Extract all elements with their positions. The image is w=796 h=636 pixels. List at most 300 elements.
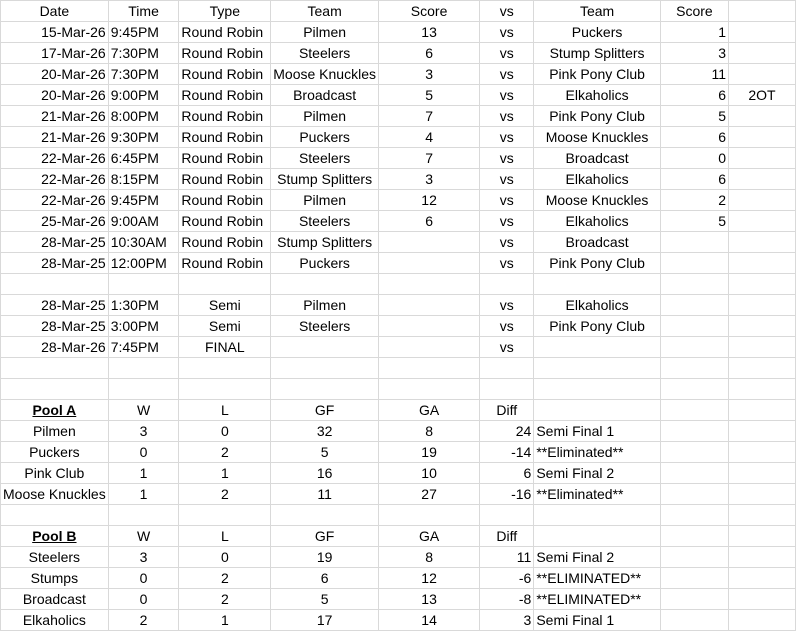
empty-cell[interactable] (534, 274, 660, 295)
standings-losses[interactable]: 1 (179, 610, 271, 631)
standings-wins[interactable]: 1 (108, 484, 179, 505)
standings-team[interactable]: Elkaholics (1, 610, 109, 631)
vs-label[interactable]: vs (480, 190, 534, 211)
game-time[interactable]: 7:30PM (108, 64, 179, 85)
home-team[interactable]: Puckers (271, 253, 379, 274)
standings-goals-against[interactable]: 8 (378, 547, 479, 568)
game-time[interactable]: 9:45PM (108, 190, 179, 211)
empty-cell[interactable] (179, 505, 271, 526)
standings-team[interactable]: Moose Knuckles (1, 484, 109, 505)
game-row (1, 43, 796, 64)
standings-goals-against[interactable]: 13 (378, 589, 479, 610)
empty-cell[interactable] (729, 589, 796, 610)
game-note[interactable] (729, 22, 796, 43)
game-note[interactable] (729, 106, 796, 127)
away-team[interactable]: Pink Pony Club (534, 106, 660, 127)
home-team[interactable] (271, 337, 379, 358)
empty-cell[interactable] (1, 274, 109, 295)
standings-wins[interactable]: 2 (108, 610, 179, 631)
home-score[interactable]: 12 (378, 190, 479, 211)
away-score[interactable] (660, 232, 728, 253)
standings-status[interactable]: **ELIMINATED** (534, 589, 660, 610)
standings-wins[interactable]: 0 (108, 568, 179, 589)
away-score[interactable] (660, 337, 728, 358)
away-team[interactable]: Elkaholics (534, 211, 660, 232)
game-time[interactable]: 3:00PM (108, 316, 179, 337)
empty-cell[interactable] (660, 442, 728, 463)
empty-cell[interactable] (108, 358, 179, 379)
game-time[interactable]: 9:00PM (108, 85, 179, 106)
away-team[interactable]: Pink Pony Club (534, 316, 660, 337)
pool-title[interactable]: Pool B (1, 526, 109, 547)
empty-cell[interactable] (729, 568, 796, 589)
empty-cell[interactable] (660, 274, 728, 295)
game-type[interactable]: Round Robin (179, 127, 271, 148)
game-time[interactable]: 9:45PM (108, 22, 179, 43)
home-score[interactable]: 4 (378, 127, 479, 148)
game-type[interactable]: Round Robin (179, 169, 271, 190)
empty-cell[interactable] (534, 379, 660, 400)
away-team[interactable]: Pink Pony Club (534, 253, 660, 274)
empty-cell[interactable] (534, 505, 660, 526)
standings-goals-for[interactable]: 17 (271, 610, 379, 631)
empty-cell[interactable] (729, 547, 796, 568)
away-team[interactable]: Stump Splitters (534, 43, 660, 64)
standings-goals-against[interactable]: 8 (378, 421, 479, 442)
home-score[interactable] (378, 316, 479, 337)
standings-wins[interactable]: 0 (108, 442, 179, 463)
empty-cell[interactable] (480, 505, 534, 526)
game-type[interactable]: Round Robin (179, 22, 271, 43)
standings-row (1, 463, 796, 484)
empty-cell[interactable] (660, 610, 728, 631)
game-row (1, 85, 796, 106)
standings-wins[interactable]: 3 (108, 421, 179, 442)
game-date[interactable]: 22-Mar-26 (1, 190, 109, 211)
game-row (1, 64, 796, 85)
away-score[interactable]: 3 (660, 43, 728, 64)
standings-row (1, 589, 796, 610)
empty-cell[interactable] (660, 463, 728, 484)
vs-label[interactable]: vs (480, 295, 534, 316)
home-score[interactable] (378, 295, 479, 316)
standings-team[interactable]: Steelers (1, 547, 109, 568)
game-row (1, 127, 796, 148)
empty-cell[interactable] (271, 358, 379, 379)
column-header[interactable]: vs (480, 1, 534, 22)
away-team[interactable] (534, 337, 660, 358)
game-time[interactable]: 1:30PM (108, 295, 179, 316)
column-header[interactable]: Score (378, 1, 479, 22)
losses-header[interactable]: L (179, 400, 271, 421)
standings-losses[interactable]: 0 (179, 547, 271, 568)
home-team[interactable]: Puckers (271, 127, 379, 148)
home-score[interactable]: 3 (378, 169, 479, 190)
empty-cell[interactable] (1, 505, 109, 526)
game-type[interactable]: Round Robin (179, 190, 271, 211)
standings-team[interactable]: Pilmen (1, 421, 109, 442)
vs-label[interactable]: vs (480, 211, 534, 232)
game-date[interactable]: 28-Mar-25 (1, 232, 109, 253)
standings-diff[interactable]: 3 (480, 610, 534, 631)
goals-against-header[interactable]: GA (378, 526, 479, 547)
game-type[interactable]: Round Robin (179, 43, 271, 64)
game-time[interactable]: 12:00PM (108, 253, 179, 274)
standings-status[interactable]: Semi Final 1 (534, 610, 660, 631)
game-time[interactable]: 6:45PM (108, 148, 179, 169)
away-team[interactable]: Elkaholics (534, 295, 660, 316)
column-header[interactable]: Score (660, 1, 728, 22)
standings-goals-for[interactable]: 5 (271, 589, 379, 610)
empty-row (1, 358, 796, 379)
game-date[interactable]: 25-Mar-26 (1, 211, 109, 232)
home-score[interactable]: 13 (378, 22, 479, 43)
column-header[interactable]: Date (1, 1, 109, 22)
away-score[interactable]: 5 (660, 211, 728, 232)
header-row (1, 1, 796, 22)
away-score[interactable] (660, 316, 728, 337)
standings-goals-against[interactable]: 12 (378, 568, 479, 589)
losses-header[interactable]: L (179, 526, 271, 547)
vs-label[interactable]: vs (480, 169, 534, 190)
empty-cell[interactable] (660, 568, 728, 589)
game-time[interactable]: 9:00AM (108, 211, 179, 232)
standings-goals-against[interactable]: 10 (378, 463, 479, 484)
game-type[interactable]: Round Robin (179, 232, 271, 253)
game-date[interactable]: 28-Mar-25 (1, 253, 109, 274)
home-team[interactable]: Pilmen (271, 106, 379, 127)
empty-cell[interactable] (729, 610, 796, 631)
game-date[interactable]: 20-Mar-26 (1, 64, 109, 85)
vs-label[interactable]: vs (480, 106, 534, 127)
empty-row (1, 379, 796, 400)
standings-diff[interactable]: 6 (480, 463, 534, 484)
game-row (1, 232, 796, 253)
empty-cell[interactable] (660, 505, 728, 526)
vs-label[interactable]: vs (480, 253, 534, 274)
game-row (1, 106, 796, 127)
empty-cell[interactable] (660, 358, 728, 379)
standings-wins[interactable]: 0 (108, 589, 179, 610)
game-type[interactable]: Round Robin (179, 106, 271, 127)
home-team[interactable]: Stump Splitters (271, 232, 379, 253)
empty-cell[interactable] (660, 526, 728, 547)
game-time[interactable]: 7:45PM (108, 337, 179, 358)
empty-cell[interactable] (179, 379, 271, 400)
vs-label[interactable]: vs (480, 127, 534, 148)
goals-against-header[interactable]: GA (378, 400, 479, 421)
standings-diff[interactable]: -6 (480, 568, 534, 589)
game-type[interactable]: Round Robin (179, 148, 271, 169)
home-team[interactable]: Steelers (271, 43, 379, 64)
game-type[interactable]: Round Robin (179, 85, 271, 106)
standings-status[interactable]: Semi Final 2 (534, 547, 660, 568)
game-note[interactable] (729, 148, 796, 169)
empty-cell[interactable] (378, 505, 479, 526)
empty-cell[interactable] (729, 484, 796, 505)
away-score[interactable]: 2 (660, 190, 728, 211)
standings-goals-for[interactable]: 19 (271, 547, 379, 568)
standings-row (1, 568, 796, 589)
game-row (1, 148, 796, 169)
pool-header-row (1, 526, 796, 547)
standings-losses[interactable]: 0 (179, 421, 271, 442)
game-date[interactable]: 21-Mar-26 (1, 106, 109, 127)
away-score[interactable]: 0 (660, 148, 728, 169)
empty-cell[interactable] (179, 274, 271, 295)
game-note[interactable] (729, 232, 796, 253)
empty-cell[interactable] (729, 442, 796, 463)
empty-cell[interactable] (729, 463, 796, 484)
empty-cell[interactable] (729, 274, 796, 295)
game-date[interactable]: 15-Mar-26 (1, 22, 109, 43)
away-team[interactable]: Elkaholics (534, 169, 660, 190)
standings-team[interactable]: Puckers (1, 442, 109, 463)
game-row (1, 316, 796, 337)
empty-cell[interactable] (378, 379, 479, 400)
empty-cell[interactable] (534, 526, 660, 547)
empty-cell[interactable] (378, 358, 479, 379)
away-score[interactable]: 6 (660, 127, 728, 148)
empty-cell[interactable] (271, 379, 379, 400)
empty-cell[interactable] (534, 358, 660, 379)
home-team[interactable]: Steelers (271, 316, 379, 337)
standings-row (1, 484, 796, 505)
pool-title[interactable]: Pool A (1, 400, 109, 421)
standings-diff[interactable]: -14 (480, 442, 534, 463)
vs-label[interactable]: vs (480, 232, 534, 253)
game-note[interactable] (729, 337, 796, 358)
home-team[interactable]: Steelers (271, 148, 379, 169)
game-date[interactable]: 17-Mar-26 (1, 43, 109, 64)
game-row (1, 211, 796, 232)
empty-cell[interactable] (271, 274, 379, 295)
game-type[interactable]: FINAL (179, 337, 271, 358)
away-score[interactable]: 6 (660, 169, 728, 190)
away-team[interactable]: Moose Knuckles (534, 190, 660, 211)
wins-header[interactable]: W (108, 400, 179, 421)
vs-label[interactable]: vs (480, 43, 534, 64)
home-score[interactable] (378, 232, 479, 253)
home-team[interactable]: Pilmen (271, 295, 379, 316)
game-row (1, 295, 796, 316)
game-note[interactable]: 2OT (729, 85, 796, 106)
away-team[interactable]: Moose Knuckles (534, 127, 660, 148)
empty-cell[interactable] (729, 1, 796, 22)
standings-wins[interactable]: 3 (108, 547, 179, 568)
column-header[interactable]: Team (534, 1, 660, 22)
game-time[interactable]: 8:15PM (108, 169, 179, 190)
standings-goals-for[interactable]: 5 (271, 442, 379, 463)
away-score[interactable]: 5 (660, 106, 728, 127)
game-time[interactable]: 10:30AM (108, 232, 179, 253)
game-note[interactable] (729, 253, 796, 274)
standings-goals-for[interactable]: 16 (271, 463, 379, 484)
standings-losses[interactable]: 2 (179, 484, 271, 505)
standings-team[interactable]: Pink Club (1, 463, 109, 484)
standings-diff[interactable]: -16 (480, 484, 534, 505)
away-team[interactable]: Pink Pony Club (534, 64, 660, 85)
game-type[interactable]: Semi (179, 295, 271, 316)
standings-wins[interactable]: 1 (108, 463, 179, 484)
game-type[interactable]: Round Robin (179, 211, 271, 232)
wins-header[interactable]: W (108, 526, 179, 547)
standings-losses[interactable]: 2 (179, 442, 271, 463)
home-team[interactable]: Steelers (271, 211, 379, 232)
standings-goals-for[interactable]: 32 (271, 421, 379, 442)
empty-cell[interactable] (660, 400, 728, 421)
home-team[interactable]: Broadcast (271, 85, 379, 106)
away-score[interactable]: 11 (660, 64, 728, 85)
empty-cell[interactable] (179, 358, 271, 379)
game-note[interactable] (729, 169, 796, 190)
goals-for-header[interactable]: GF (271, 400, 379, 421)
goals-for-header[interactable]: GF (271, 526, 379, 547)
game-date[interactable]: 20-Mar-26 (1, 85, 109, 106)
game-type[interactable]: Semi (179, 316, 271, 337)
empty-cell[interactable] (729, 526, 796, 547)
empty-cell[interactable] (729, 379, 796, 400)
standings-row (1, 547, 796, 568)
standings-goals-for[interactable]: 6 (271, 568, 379, 589)
home-team[interactable]: Pilmen (271, 22, 379, 43)
game-note[interactable] (729, 190, 796, 211)
home-score[interactable]: 3 (378, 64, 479, 85)
standings-status[interactable]: **Eliminated** (534, 442, 660, 463)
game-date[interactable]: 22-Mar-26 (1, 169, 109, 190)
empty-row (1, 274, 796, 295)
game-note[interactable] (729, 43, 796, 64)
empty-cell[interactable] (660, 484, 728, 505)
vs-label[interactable]: vs (480, 148, 534, 169)
column-header[interactable]: Time (108, 1, 179, 22)
away-team[interactable]: Puckers (534, 22, 660, 43)
game-date[interactable]: 28-Mar-26 (1, 337, 109, 358)
empty-cell[interactable] (729, 505, 796, 526)
game-type[interactable]: Round Robin (179, 253, 271, 274)
empty-cell[interactable] (729, 421, 796, 442)
standings-losses[interactable]: 2 (179, 568, 271, 589)
empty-cell[interactable] (660, 379, 728, 400)
standings-row (1, 442, 796, 463)
home-score[interactable]: 7 (378, 106, 479, 127)
standings-status[interactable]: Semi Final 1 (534, 421, 660, 442)
empty-cell[interactable] (660, 589, 728, 610)
game-note[interactable] (729, 127, 796, 148)
game-date[interactable]: 28-Mar-25 (1, 316, 109, 337)
game-date[interactable]: 28-Mar-25 (1, 295, 109, 316)
standings-row (1, 610, 796, 631)
empty-cell[interactable] (729, 400, 796, 421)
game-date[interactable]: 22-Mar-26 (1, 148, 109, 169)
empty-cell[interactable] (108, 505, 179, 526)
home-score[interactable]: 6 (378, 211, 479, 232)
diff-header[interactable]: Diff (480, 400, 534, 421)
standings-diff[interactable]: 24 (480, 421, 534, 442)
away-team[interactable]: Elkaholics (534, 85, 660, 106)
vs-label[interactable]: vs (480, 85, 534, 106)
away-score[interactable] (660, 253, 728, 274)
grid-body (1, 1, 796, 631)
empty-cell[interactable] (534, 400, 660, 421)
diff-header[interactable]: Diff (480, 526, 534, 547)
empty-cell[interactable] (480, 274, 534, 295)
game-time[interactable]: 9:30PM (108, 127, 179, 148)
vs-label[interactable]: vs (480, 64, 534, 85)
empty-cell[interactable] (108, 379, 179, 400)
empty-cell[interactable] (1, 379, 109, 400)
standings-team[interactable]: Stumps (1, 568, 109, 589)
empty-cell[interactable] (271, 505, 379, 526)
standings-diff[interactable]: 11 (480, 547, 534, 568)
column-header[interactable]: Team (271, 1, 379, 22)
game-row (1, 253, 796, 274)
empty-cell[interactable] (1, 358, 109, 379)
game-note[interactable] (729, 211, 796, 232)
home-score[interactable]: 6 (378, 43, 479, 64)
standings-diff[interactable]: -8 (480, 589, 534, 610)
empty-cell[interactable] (108, 274, 179, 295)
standings-status[interactable]: Semi Final 2 (534, 463, 660, 484)
game-row (1, 169, 796, 190)
standings-team[interactable]: Broadcast (1, 589, 109, 610)
game-time[interactable]: 8:00PM (108, 106, 179, 127)
empty-cell[interactable] (378, 274, 479, 295)
home-team[interactable]: Pilmen (271, 190, 379, 211)
game-row (1, 22, 796, 43)
column-header[interactable]: Type (179, 1, 271, 22)
standings-row (1, 421, 796, 442)
away-score[interactable]: 1 (660, 22, 728, 43)
game-time[interactable]: 7:30PM (108, 43, 179, 64)
standings-losses[interactable]: 1 (179, 463, 271, 484)
vs-label[interactable]: vs (480, 316, 534, 337)
standings-goals-against[interactable]: 14 (378, 610, 479, 631)
pool-header-row (1, 400, 796, 421)
empty-cell[interactable] (480, 358, 534, 379)
standings-goals-against[interactable]: 19 (378, 442, 479, 463)
away-team[interactable]: Broadcast (534, 148, 660, 169)
home-score[interactable] (378, 337, 479, 358)
standings-goals-for[interactable]: 11 (271, 484, 379, 505)
vs-label[interactable]: vs (480, 337, 534, 358)
game-row (1, 190, 796, 211)
empty-cell[interactable] (480, 379, 534, 400)
away-team[interactable]: Broadcast (534, 232, 660, 253)
home-score[interactable]: 7 (378, 148, 479, 169)
away-score[interactable] (660, 295, 728, 316)
home-score[interactable] (378, 253, 479, 274)
empty-cell[interactable] (660, 547, 728, 568)
vs-label[interactable]: vs (480, 22, 534, 43)
standings-status[interactable]: **Eliminated** (534, 484, 660, 505)
standings-losses[interactable]: 2 (179, 589, 271, 610)
game-note[interactable] (729, 64, 796, 85)
game-note[interactable] (729, 316, 796, 337)
empty-row (1, 505, 796, 526)
standings-goals-against[interactable]: 27 (378, 484, 479, 505)
game-note[interactable] (729, 295, 796, 316)
home-team[interactable]: Stump Splitters (271, 169, 379, 190)
home-team[interactable]: Moose Knuckles (271, 64, 379, 85)
home-score[interactable]: 5 (378, 85, 479, 106)
standings-status[interactable]: **ELIMINATED** (534, 568, 660, 589)
away-score[interactable]: 6 (660, 85, 728, 106)
empty-cell[interactable] (660, 421, 728, 442)
game-type[interactable]: Round Robin (179, 64, 271, 85)
empty-cell[interactable] (729, 358, 796, 379)
game-date[interactable]: 21-Mar-26 (1, 127, 109, 148)
